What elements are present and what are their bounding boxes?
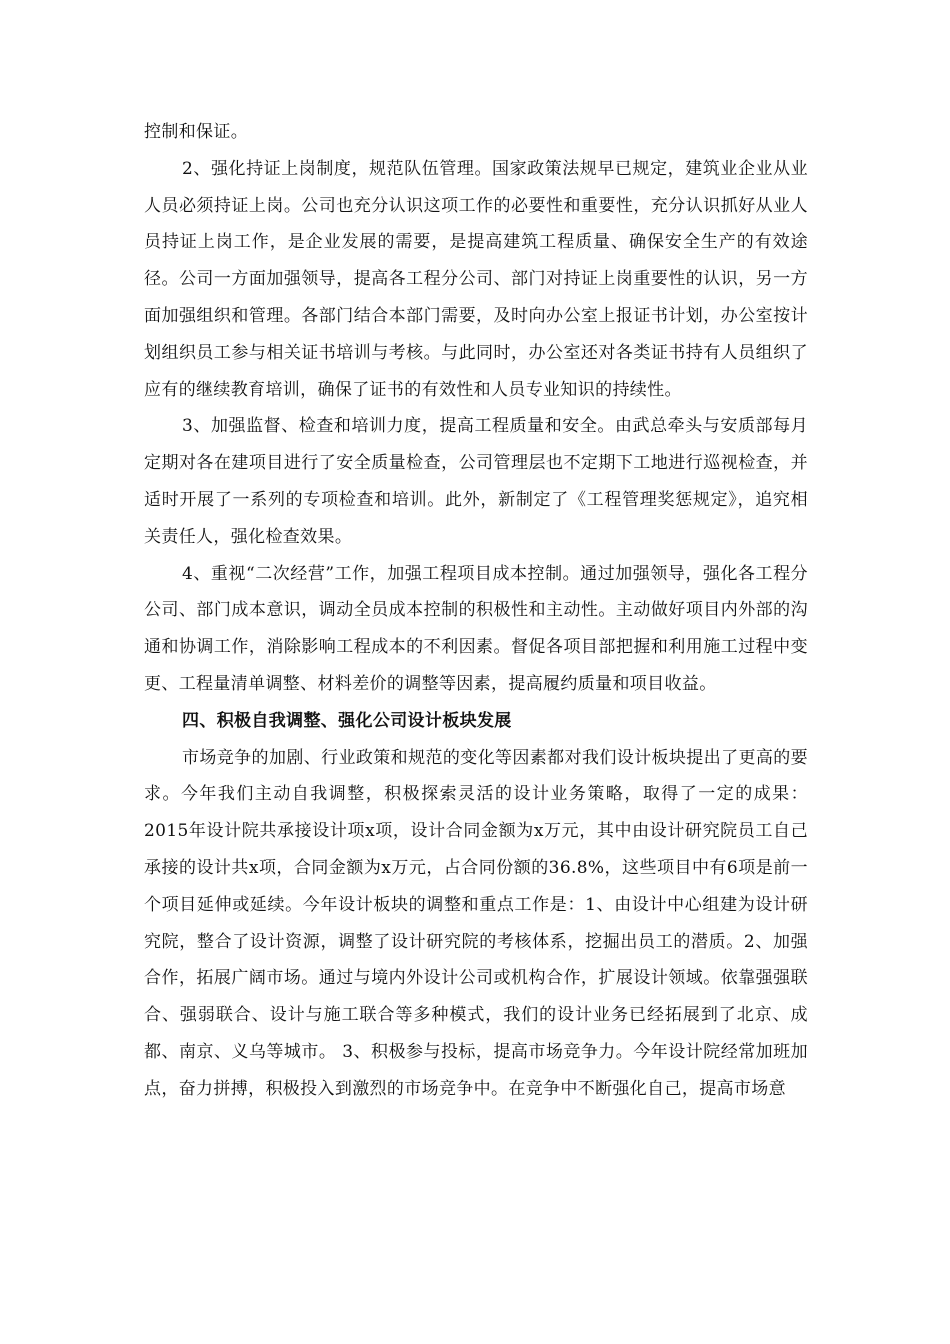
- paragraph-supervision: 3、加强监督、检查和培训力度，提高工程质量和安全。由武总牵头与安质部每月定期对各在建项目进行了安全质量检查，公司管理层也不定期下工地进行巡视检查，并适时开展了一系列的专项检查和培训。此外，新制定了《工程管理奖惩规定》，追究相关责任人，强化检查效果。: [144, 416, 808, 547]
- paragraph-cost-control: 4、重视“二次经营”工作，加强工程项目成本控制。通过加强领导，强化各工程分公司、部门成本意识，调动全员成本控制的积极性和主动性。主动做好项目内外部的沟通和协调工作，消除影响工程成本的不利因素。督促各项目部把握和利用施工过程中变更、工程量清单调整、材料差价的调整等因素，提高履约质量和项目收益。: [144, 563, 808, 694]
- document-page: [144, 114, 808, 1108]
- paragraph-certification: 2、强化持证上岗制度，规范队伍管理。国家政策法规早已规定，建筑业企业从业人员必须持证上岗。公司也充分认识这项工作的必要性和重要性，充分认识抓好从业人员持证上岗工作，是企业发展的需要，是提高建筑工程质量、确保安全生产的有效途径。公司一方面加强领导，提高各工程分公司、部门对持证上岗重要性的认识，另一方面加强组织和管理。各部门结合本部门需要，及时向办公室上报证书计划，办公室按计划组织员工参与相关证书培训与考核。与此同时，办公室还对各类证书持有人员组织了应有的继续教育培训，确保了证书的有效性和人员专业知识的持续性。: [144, 158, 808, 400]
- paragraph-design-sector: 市场竞争的加剧、行业政策和规范的变化等因素都对我们设计板块提出了更高的要求。今年我们主动自我调整，积极探索灵活的设计业务策略，取得了一定的成果：2015年设计院共承接设计项x项，设计合同金额为x万元，其中由设计研究院员工自己承接的设计共x项，合同金额为x万元，占合同份额的36.8%，这些项目中有6项是前一个项目延伸或延续。今年设计板块的调整和重点工作是：1、由设计中心组建为设计研究院，整合了设计资源，调整了设计研究院的考核体系，挖掘出员工的潜质。2、加强合作，拓展广阔市场。通过与境内外设计公司或机构合作，扩展设计领域。依靠强强联合、强弱联合、设计与施工联合等多种模式，我们的设计业务已经拓展到了北京、成都、南京、义乌等城市。 3、积极参与投标，提高市场竞争力。今年设计院经常加班加点，奋力拼搏，积极投入到激烈的市场竞争中。在竞争中不断强化自己，提高市场意: [144, 747, 808, 1099]
- paragraph-continuation: 控制和保证。: [144, 122, 249, 142]
- section-heading: 四、积极自我调整、强化公司设计板块发展: [182, 710, 512, 731]
